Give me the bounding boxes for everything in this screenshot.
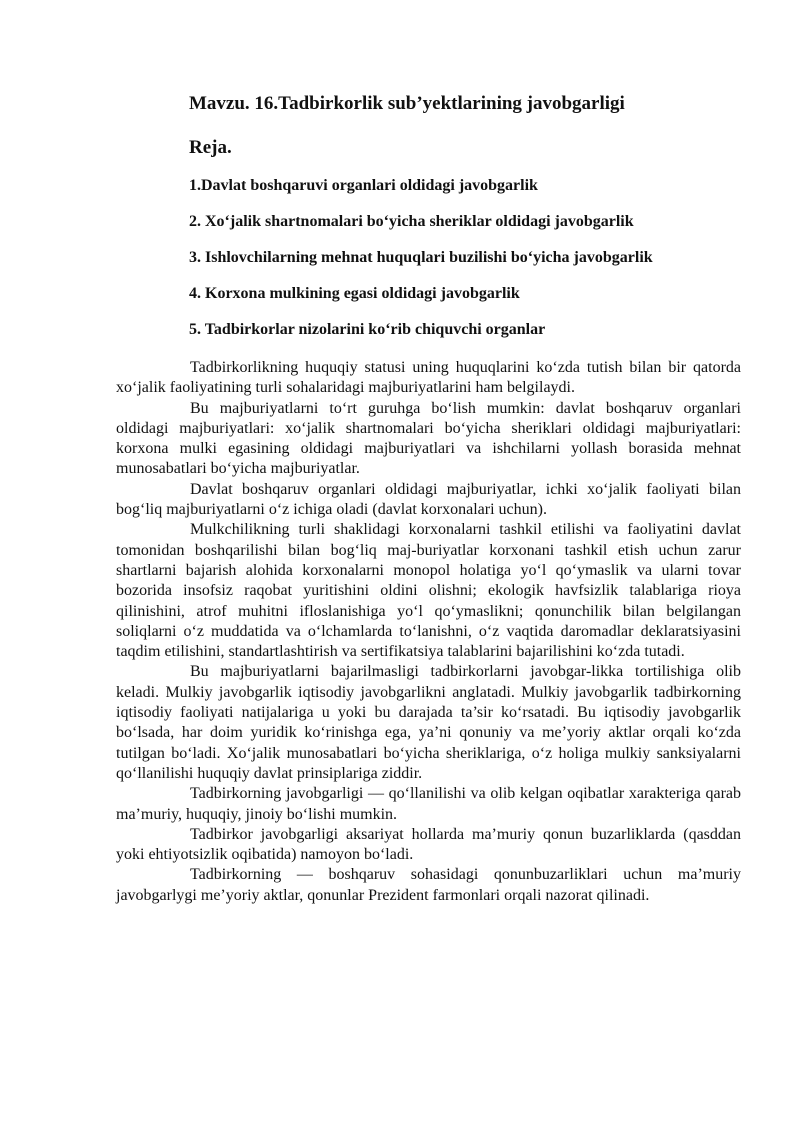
plan-item: 2. Xo‘jalik shartnomalari bo‘yicha sheriklar oldidagi javobgarlik: [189, 213, 634, 230]
paragraph: Tadbirkorning — boshqaruv sohasidagi qonunbuzarliklari uchun ma’muriy javobgarlygi me’yoriy aktlar, qonunlar Prezident farmonlari orqali nazorat qilinadi.: [116, 866, 741, 904]
document-title: Mavzu. 16.Tadbirkorlik sub’yektlarining javobgarligi: [189, 93, 625, 114]
paragraph: Mulkchilikning turli shaklidagi korxonalarni tashkil etilishi va faoliyatini davlat tomonidan boshqarilishi bilan bog‘liq maj-buriyatlar korxonani tashkil etish uchun zarur shartlarni bajarish alohida korxonalarni monopol holatiga yo‘l qo‘ymaslik va ularni tovar bozorida insofsiz raqobat yuritishini oldini olishni; ekologik havfsizlik talablariga rioya qilinishini, atrof muhitni ifloslanishiga yo‘l qo‘ymaslikni; qonunchilik bilan belgilangan soliqlarni o‘z muddatida va o‘lchamlarda to‘lanishni, o‘z vaqtida daromadlar deklaratsiyasini taqdim etilishini, standartlashtirish va sertifikatsiya talablarini bajarilishini ko‘zda tutadi.: [116, 521, 741, 661]
paragraph: Bu majburiyatlarni bajarilmasligi tadbirkorlarni javobgar-likka tortilishiga olib keladi. Mulkiy javobgarlik iqtisodiy javobgarlikni anglatadi. Mulkiy javobgarlik tadbirkorning iqtisodiy faoliyati natijalariga u yoki bu darajada ta’sir ko‘rsatadi. Bu iqtisodiy javobgarlik bo‘lsada, har doim yuridik ko‘rinishga ega, ya’ni qonuniy va me’yoriy aktlar orqali ko‘zda tutilgan bo‘ladi. Xo‘jalik munosabatlari bo‘yicha sheriklariga, o‘z holiga mulkiy sanksiyalarni qo‘llanilishi huquqiy davlat prinsiplariga ziddir.: [116, 663, 741, 782]
paragraph: Davlat boshqaruv organlari oldidagi majburiyatlar, ichki xo‘jalik faoliyati bilan bog‘liq majburiyatlarni o‘z ichiga oladi (davlat korxonalari uchun).: [116, 480, 741, 519]
plan-item: 1.Davlat boshqaruvi organlari oldidagi javobgarlik: [189, 177, 538, 194]
paragraph: Tadbirkor javobgarligi aksariyat hollarda ma’muriy qonun buzarliklarda (qasddan yoki ehtiyotsizlik oqibatida) namoyon bo‘ladi.: [116, 825, 741, 864]
paragraph: Tadbirkorning javobgarligi — qo‘llanilishi va olib kelgan oqibatlar xarakteriga qarab ma’muriy, huquqiy, jinoiy bo‘lishi mumkin.: [116, 785, 741, 823]
paragraph: Tadbirkorlikning huquqiy statusi uning huquqlarini ko‘zda tutish bilan bir qatorda xo‘jalik faoliyatining turli sohalaridagi majburiyatlarini ham belgilaydi.: [116, 359, 741, 397]
plan-list: [189, 175, 653, 355]
body-text: [116, 358, 741, 906]
plan-item: 3. Ishlovchilarning mehnat huquqlari buzilishi bo‘yicha javobgarlik: [189, 249, 653, 266]
paragraph: Bu majburiyatlarni to‘rt guruhga bo‘lish mumkin: davlat boshqaruv organlari oldidagi majburiyatlari: xo‘jalik shartnomalari bo‘yicha sheriklari oldidagi majburiyatlari: korxona mulki egasining oldidagi majburiyatlari va ishchilarni yollash borasida mehnat munosabatlari bo‘yicha majburiyatlar.: [116, 399, 741, 478]
plan-heading: Reja.: [189, 137, 232, 158]
plan-item: 5. Tadbirkorlar nizolarini ko‘rib chiquvchi organlar: [189, 321, 546, 338]
plan-item: 4. Korxona mulkining egasi oldidagi javobgarlik: [189, 285, 520, 302]
